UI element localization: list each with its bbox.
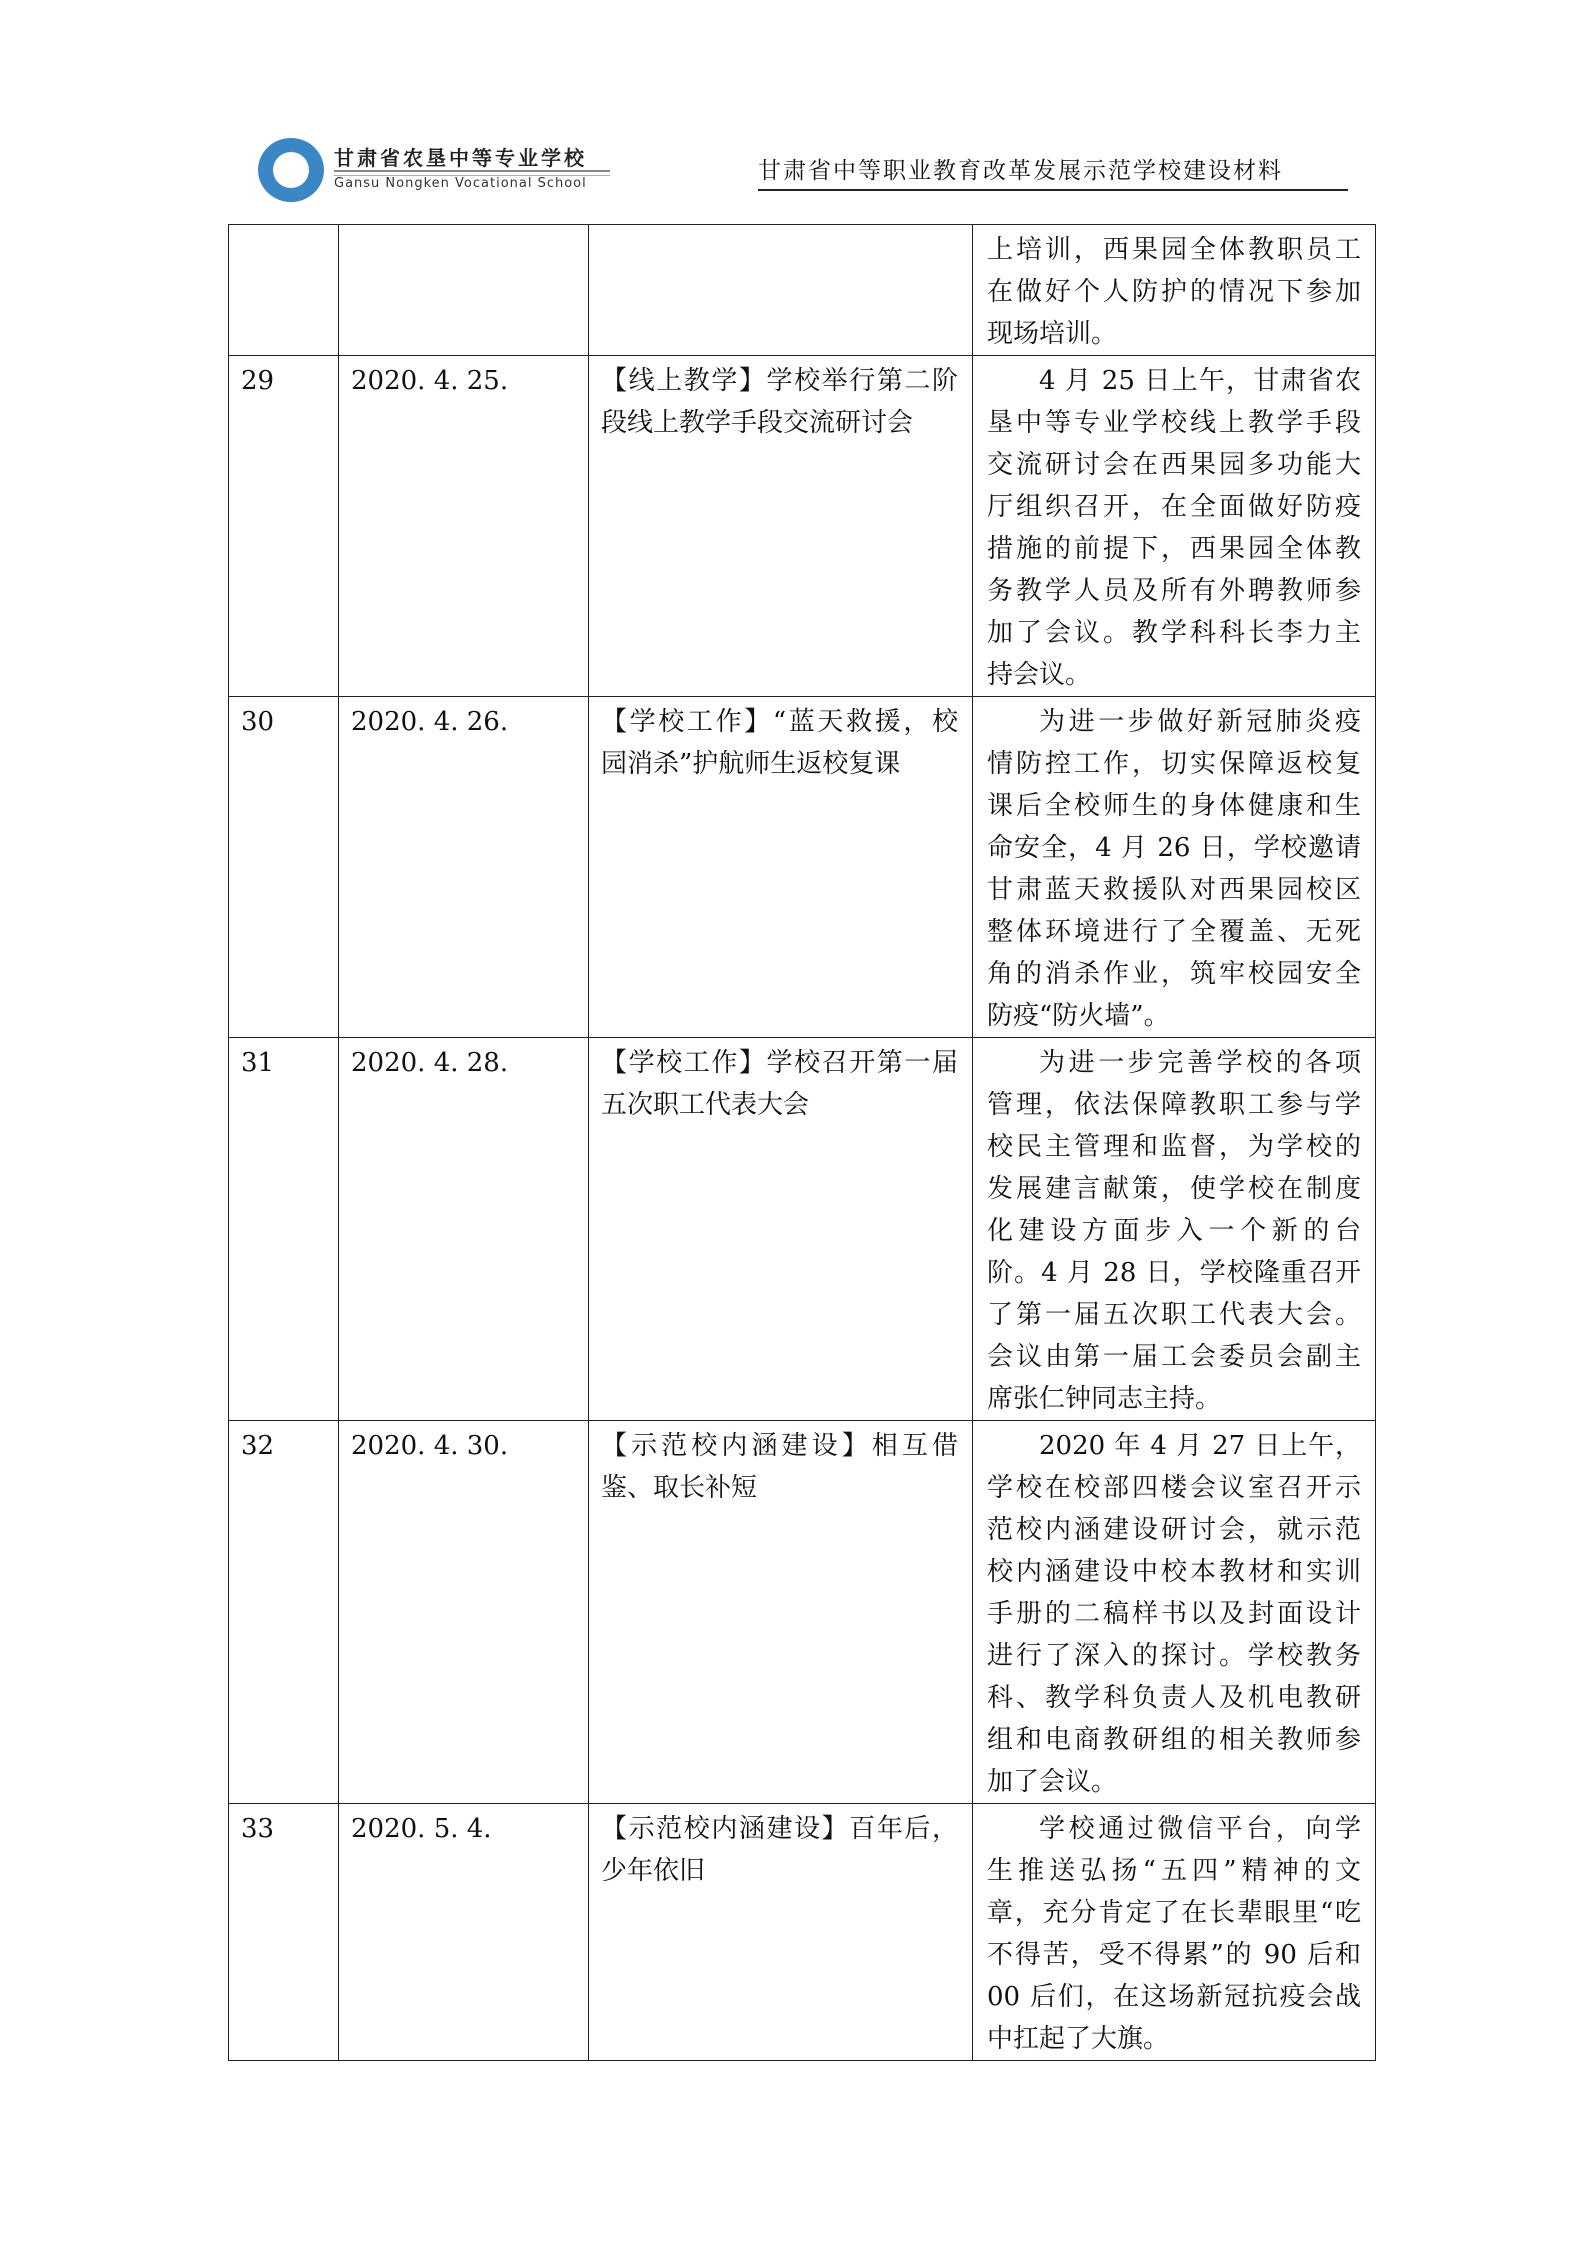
row-title bbox=[589, 356, 973, 697]
text-line: 情防控工作，切实保障返校复 bbox=[987, 749, 1361, 779]
text-line: 中扛起了大旗。 bbox=[987, 2024, 1170, 2054]
text-line: 【学校工作】学校召开第一届 bbox=[601, 1048, 958, 1078]
text-line: 命安全，4 月 26 日，学校邀请 bbox=[987, 833, 1361, 863]
school-name-cn: 甘肃省农垦中等专业学校 bbox=[334, 146, 587, 170]
text-line: 00 后们，在这场新冠抗疫会战 bbox=[987, 1982, 1361, 2012]
row-date: 2020. 4. 28. bbox=[339, 1038, 589, 1421]
text-line: 不得苦，受不得累”的 90 后和 bbox=[987, 1940, 1361, 1970]
row-title bbox=[589, 1804, 973, 2061]
table-row bbox=[229, 1038, 1376, 1421]
text-line: 垦中等专业学校线上教学手段 bbox=[987, 408, 1361, 438]
text-line: 手册的二稿样书以及封面设计 bbox=[987, 1599, 1361, 1629]
text-line: 阶。4 月 28 日，学校隆重召开 bbox=[987, 1258, 1361, 1288]
document-title: 甘肃省中等职业教育改革发展示范学校建设材料 bbox=[758, 152, 1348, 191]
table-row bbox=[229, 1804, 1376, 2061]
school-logo-icon bbox=[258, 138, 324, 202]
text-line: 【示范校内涵建设】百年后， bbox=[601, 1814, 958, 1844]
text-line: 段线上教学手段交流研讨会 bbox=[601, 408, 914, 438]
table-row bbox=[229, 356, 1376, 697]
text-line: 务教学人员及所有外聘教师参 bbox=[987, 576, 1361, 606]
text-line: 加了会议。 bbox=[987, 1767, 1118, 1797]
text-line: 五次职工代表大会 bbox=[601, 1090, 810, 1120]
text-line: 组和电商教研组的相关教师参 bbox=[987, 1725, 1361, 1755]
row-description bbox=[973, 697, 1376, 1038]
text-line: 学校通过微信平台，向学 bbox=[1039, 1814, 1361, 1844]
text-line: 现场培训。 bbox=[987, 319, 1118, 349]
text-line: 4 月 25 日上午，甘肃省农 bbox=[1039, 366, 1361, 396]
text-line: 【示范校内涵建设】相互借 bbox=[601, 1431, 958, 1461]
text-line: 【线上教学】学校举行第二阶 bbox=[601, 366, 958, 396]
text-line: 防疫“防火墙”。 bbox=[987, 1001, 1170, 1031]
text-line: 校内涵建设中校本教材和实训 bbox=[987, 1557, 1361, 1587]
text-line: 为进一步完善学校的各项 bbox=[1039, 1048, 1361, 1078]
text-line: 席张仁钟同志主持。 bbox=[987, 1384, 1222, 1414]
text-line: 范校内涵建设研讨会，就示范 bbox=[987, 1515, 1361, 1545]
text-line: 鉴、取长补短 bbox=[601, 1473, 758, 1503]
text-line: 持会议。 bbox=[987, 660, 1092, 690]
text-line: 交流研讨会在西果园多功能大 bbox=[987, 450, 1361, 480]
text-line: 整体环境进行了全覆盖、无死 bbox=[987, 917, 1361, 947]
row-title bbox=[589, 225, 973, 356]
row-number: 29 bbox=[229, 356, 339, 697]
text-line: 上培训，西果园全体教职员工 bbox=[987, 235, 1361, 265]
row-description bbox=[973, 1421, 1376, 1804]
text-line: 2020 年 4 月 27 日上午， bbox=[1039, 1431, 1361, 1461]
text-line: 角的消杀作业，筑牢校园安全 bbox=[987, 959, 1361, 989]
text-line: 甘肃蓝天救援队对西果园校区 bbox=[987, 875, 1361, 905]
table-row bbox=[229, 1421, 1376, 1804]
row-date: 2020. 4. 30. bbox=[339, 1421, 589, 1804]
text-line: 课后全校师生的身体健康和生 bbox=[987, 791, 1361, 821]
row-description bbox=[973, 225, 1376, 356]
text-line: 科、教学科负责人及机电教研 bbox=[987, 1683, 1361, 1713]
text-line: 化建设方面步入一个新的台 bbox=[987, 1216, 1361, 1246]
text-line: 学校在校部四楼会议室召开示 bbox=[987, 1473, 1361, 1503]
text-line: 会议由第一届工会委员会副主 bbox=[987, 1342, 1361, 1372]
events-table bbox=[228, 224, 1376, 2061]
text-line: 章，充分肯定了在长辈眼里“吃 bbox=[987, 1898, 1361, 1928]
text-line: 在做好个人防护的情况下参加 bbox=[987, 277, 1361, 307]
row-title bbox=[589, 697, 973, 1038]
text-line: 少年依旧 bbox=[601, 1856, 706, 1886]
row-title bbox=[589, 1421, 973, 1804]
text-line: 加了会议。教学科科长李力主 bbox=[987, 618, 1361, 648]
row-description bbox=[973, 1038, 1376, 1421]
row-date: 2020. 5. 4. bbox=[339, 1804, 589, 2061]
row-number: 33 bbox=[229, 1804, 339, 2061]
row-date bbox=[339, 225, 589, 356]
text-line: 措施的前提下，西果园全体教 bbox=[987, 534, 1361, 564]
table-row bbox=[229, 697, 1376, 1038]
text-line: 校民主管理和监督，为学校的 bbox=[987, 1132, 1361, 1162]
row-date: 2020. 4. 26. bbox=[339, 697, 589, 1038]
row-description bbox=[973, 1804, 1376, 2061]
text-line: 生推送弘扬“五四”精神的文 bbox=[987, 1856, 1361, 1886]
table-row bbox=[229, 225, 1376, 356]
text-line: 园消杀”护航师生返校复课 bbox=[601, 749, 901, 779]
row-description bbox=[973, 356, 1376, 697]
text-line: 【学校工作】“蓝天救援，校 bbox=[601, 707, 958, 737]
text-line: 厅组织召开，在全面做好防疫 bbox=[987, 492, 1361, 522]
school-name-en: Gansu Nongken Vocational School bbox=[334, 176, 587, 191]
text-line: 为进一步做好新冠肺炎疫 bbox=[1039, 707, 1361, 737]
text-line: 发展建言献策，使学校在制度 bbox=[987, 1174, 1361, 1204]
row-title bbox=[589, 1038, 973, 1421]
text-line: 管理，依法保障教职工参与学 bbox=[987, 1090, 1361, 1120]
row-number: 32 bbox=[229, 1421, 339, 1804]
row-number: 30 bbox=[229, 697, 339, 1038]
row-number bbox=[229, 225, 339, 356]
text-line: 了第一届五次职工代表大会。 bbox=[987, 1300, 1361, 1330]
row-date: 2020. 4. 25. bbox=[339, 356, 589, 697]
text-line: 进行了深入的探讨。学校教务 bbox=[987, 1641, 1361, 1671]
row-number: 31 bbox=[229, 1038, 339, 1421]
